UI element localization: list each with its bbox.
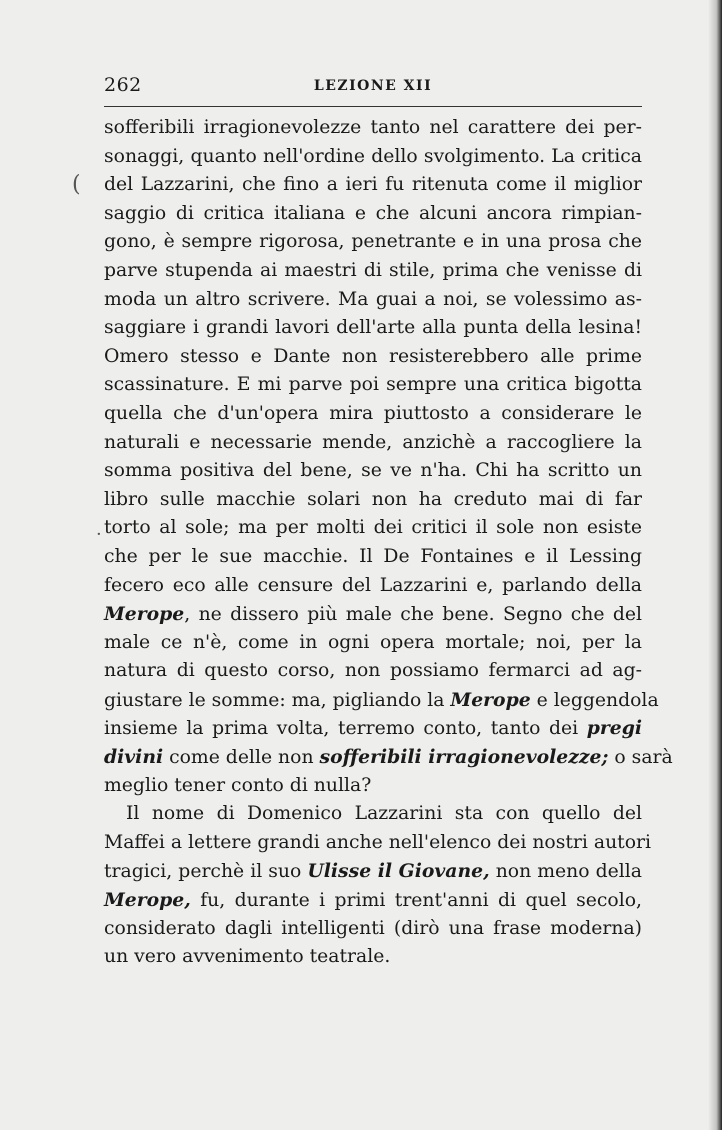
text-segment: insieme la prima volta, terremo conto, tanto dei <box>104 718 587 740</box>
text-line: parve stupenda ai maestri di stile, prima che venisse di <box>104 259 642 281</box>
body-text <box>104 114 673 972</box>
page-edge-shadow <box>708 0 722 1130</box>
text-line: somma positiva del bene, se ve n'ha. Chi ha scritto un <box>104 460 642 482</box>
paragraph-2 <box>104 800 652 972</box>
text-line: saggio di critica italiana e che alcuni ancora rimpian- <box>104 202 642 224</box>
page-number: 262 <box>104 74 142 96</box>
title-ulisse: Ulisse il Giovane, <box>307 860 490 883</box>
emphasis-sofferibili: sofferibili irragionevolezze; <box>319 746 609 769</box>
text-line: Omero stesso e Dante non resisterebbero alle prime <box>104 345 642 367</box>
text-line: Maffei a lettere grandi anche nell'elenco dei nostri autori <box>104 831 652 853</box>
title-merope: Merope, <box>104 889 191 912</box>
text-segment: come delle non <box>163 747 320 769</box>
text-segment: o sarà <box>608 747 673 769</box>
text-segment: , ne dissero più male che bene. Segno che del <box>184 604 642 626</box>
text-line: del Lazzarini, che fino a ieri fu ritenuta come il miglior <box>104 174 642 196</box>
text-line: saggiare i grandi lavori dell'arte alla punta della lesina! <box>104 317 642 339</box>
text-line: sofferibili irragionevolezze tanto nel carattere dei per- <box>104 117 642 138</box>
text-line: male ce n'è, come in ogni opera mortale; noi, per la <box>104 631 642 653</box>
title-merope: Merope <box>450 688 531 711</box>
text-line: fecero eco alle censure del Lazzarini e, parlando della <box>104 574 642 596</box>
text-segment: non meno della <box>489 861 642 883</box>
margin-bracket-mark: ( <box>72 172 81 197</box>
text-line: moda un altro scrivere. Ma guai a noi, se volessimo as- <box>104 288 642 310</box>
title-merope: Merope <box>104 603 185 626</box>
text-line <box>104 600 642 629</box>
text-line: gono, è sempre rigorosa, penetrante e in una prosa che <box>104 231 642 253</box>
text-segment: tragici, perchè il suo <box>104 861 308 883</box>
text-segment: giustare le somme: ma, pigliando la <box>104 689 451 711</box>
running-head: LEZIONE XII <box>313 78 433 94</box>
header-rule <box>104 106 642 107</box>
emphasis-divini: divini <box>104 746 164 769</box>
text-line: torto al sole; ma per molti dei critici il sole non esiste <box>104 517 642 539</box>
text-line: Il nome di Domenico Lazzarini sta con quello del <box>126 803 642 825</box>
text-line <box>104 857 642 886</box>
text-line: libro sulle macchie solari non ha creduto mai di far <box>104 488 642 510</box>
text-segment: e leggendola <box>530 689 659 711</box>
text-line <box>104 714 642 743</box>
text-line: che per le sue macchie. Il De Fontaines e il Lessing <box>104 545 642 567</box>
text-line: naturali e necessarie mende, anzichè a raccogliere la <box>104 431 642 453</box>
text-line: meglio tener conto di nulla? <box>104 774 372 796</box>
text-line: un vero avvenimento teatrale. <box>104 946 391 968</box>
text-line <box>104 686 659 715</box>
text-line: scassinature. E mi parve poi sempre una critica bigotta <box>104 374 642 396</box>
text-line <box>104 886 642 915</box>
text-segment: fu, durante i primi trent'anni di quel secolo, <box>190 890 642 912</box>
text-line: sonaggi, quanto nell'ordine dello svolgimento. La critica <box>104 145 642 167</box>
text-line: natura di questo corso, non possiamo fermarci ad ag- <box>104 660 642 682</box>
paragraph-1 <box>104 114 673 800</box>
text-line <box>104 743 673 772</box>
page-header <box>104 74 642 98</box>
text-line: considerato dagli intelligenti (dirò una frase moderna) <box>104 917 642 939</box>
emphasis-pregi: pregi <box>586 717 642 740</box>
margin-dot-mark: · <box>96 524 102 545</box>
text-line: quella che d'un'opera mira piuttosto a considerare le <box>104 402 642 424</box>
